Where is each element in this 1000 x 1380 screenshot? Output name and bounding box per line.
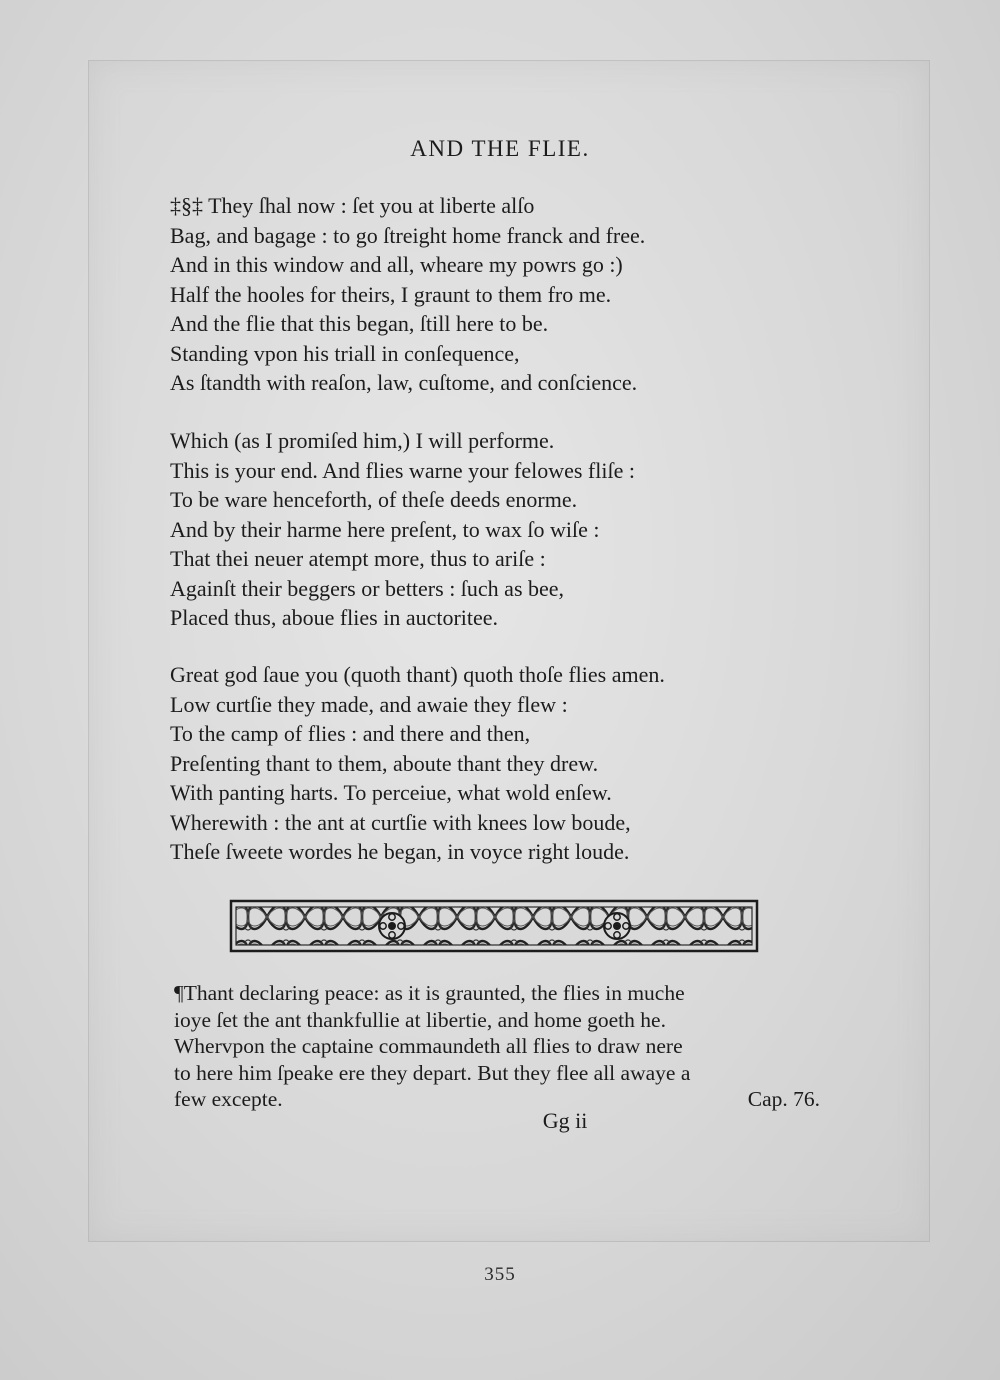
verse-line: Theſe ſweete wordes he began, in voyce right loude. [170,839,630,864]
prose-line: ¶Thant declaring peace: as it is graunted, the flies in muche [174,981,685,1005]
knotwork-ornament [229,899,759,953]
rosette-icon [379,913,405,939]
verse-line: Placed thus, aboue flies in auctoritee. [170,605,499,630]
page-number: 355 [484,1264,516,1285]
verse-line: As ſtandth with reaſon, law, cuſtome, and conſcience. [170,370,638,395]
verse-line: Preſenting thant to them, aboute thant they drew. [170,750,599,776]
verse-line: Wherewith : the ant at curtſie with knees low boude, [170,809,631,835]
chapter-reference: Cap. 76. [747,1087,820,1111]
verse-line: And in this window and all, wheare my powrs go :) [170,252,623,277]
verse-line: Bag, and bagage : to go ſtreight home franck and free. [170,222,646,248]
stanza-1 [170,191,830,398]
verse-line: This is your end. And flies warne your felowes fliſe : [170,457,635,483]
prose-line: few excepte. [174,1087,283,1111]
prose-paragraph [174,980,822,1113]
verse-line: With panting harts. To perceiue, what wold enſew. [170,780,612,805]
verse-line: Great god ſaue you (quoth thant) quoth thoſe flies amen. [170,662,665,687]
verse-line: And the flie that this began, ſtill here to be. [170,311,549,336]
verse-line: To the camp of flies : and there and then, [170,721,531,746]
prose-line: Whervpon the captaine commaundeth all flies to draw nere [174,1034,683,1058]
signature-mark: Gg ii [542,1108,588,1133]
stanza-3 [170,660,830,867]
verse-line: Half the hooles for theirs, I graunt to them fro me. [170,281,612,307]
verse-line: Standing vpon his triall in conſequence, [170,340,520,366]
verse-line: And by their harme here preſent, to wax ſo wiſe : [170,516,600,542]
verse-line: Againſt their beggers or betters : ſuch as bee, [170,575,565,601]
running-head: AND THE FLIE. [410,136,590,161]
stanza-2 [170,426,830,633]
verse-line: To be ware henceforth, of theſe deeds enorme. [170,487,578,512]
verse-line: ‡§‡ They ſhal now : ſet you at liberte alſo [170,193,535,218]
verse-line: Low curtſie they made, and awaie they flew : [170,691,568,717]
prose-line: ioye ſet the ant thankfullie at libertie, and home goeth he. [174,1007,666,1032]
verse-line: Which (as I promiſed him,) I will performe. [170,428,555,453]
verse-line: That thei neuer atempt more, thus to ariſe : [170,546,546,571]
prose-line: to here him ſpeake ere they depart. But they flee all awaye a [174,1060,691,1085]
rosette-icon [604,913,630,939]
